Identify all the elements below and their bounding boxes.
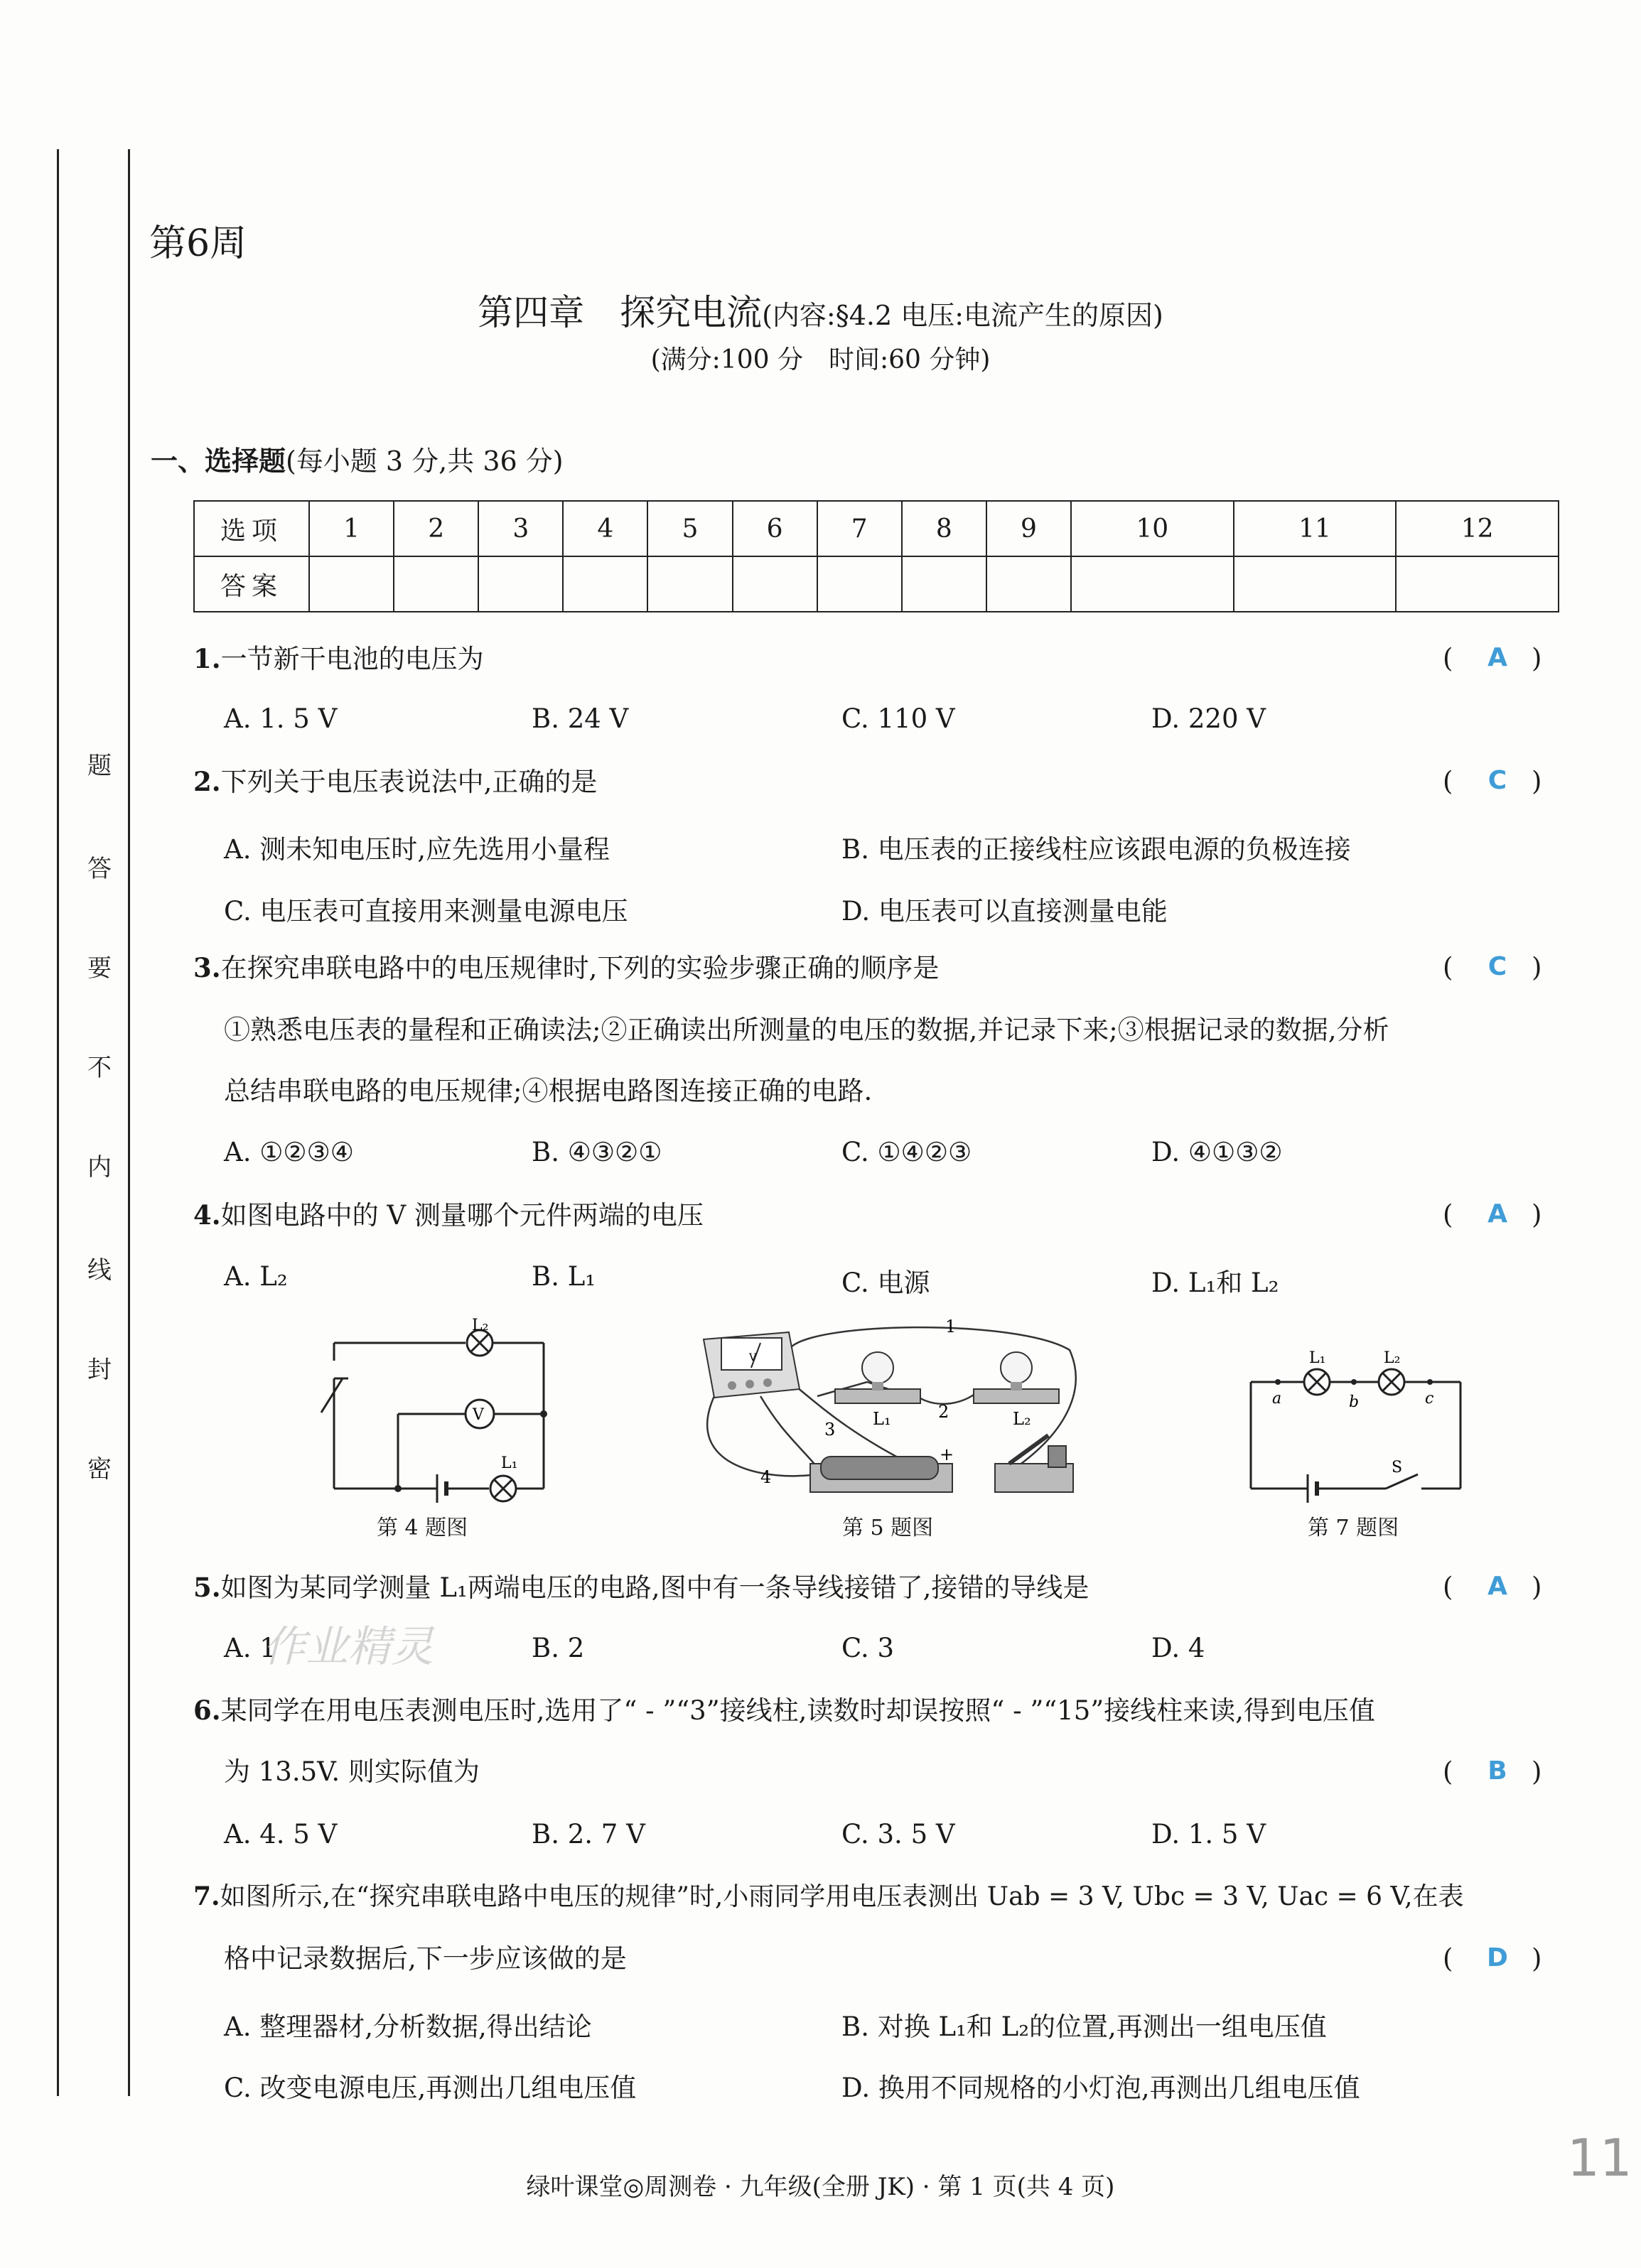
question-text: 如图所示,在“探究串联电路中电压的规律”时,小雨同学用电压表测出 Uab = 3 V, Ubc = 3 V, Uac = 6 V,在表: [220, 1882, 1464, 1911]
question-3: [193, 952, 939, 984]
figure-7-circuit: [1237, 1336, 1478, 1499]
fig7-label-l2: L₂: [1384, 1349, 1401, 1367]
option-c[interactable]: C. ①④②③: [841, 1137, 972, 1167]
fig4-label-l2: L₂: [472, 1317, 489, 1334]
answer-value: C: [1487, 952, 1507, 981]
option-d[interactable]: D. 4: [1151, 1633, 1205, 1663]
margin-char: 不: [87, 1054, 112, 1082]
table-row-label: 选项: [194, 501, 309, 556]
answer-cell[interactable]: [563, 556, 647, 612]
option-b[interactable]: B. 24 V: [532, 703, 629, 734]
table-cell: 1: [309, 501, 394, 556]
option-d[interactable]: D. ④①③②: [1151, 1137, 1283, 1167]
option-b[interactable]: B. 电压表的正接线柱应该跟电源的负极连接: [841, 834, 1351, 865]
margin-char: 密: [87, 1455, 112, 1484]
answer-cell[interactable]: [1071, 556, 1234, 612]
figure-4-caption: 第 4 题图: [377, 1516, 468, 1540]
answer-value: D: [1487, 1943, 1508, 1972]
answer-cell[interactable]: [647, 556, 732, 612]
option-a[interactable]: A. L₂: [224, 1261, 288, 1292]
watermark: 作业精灵: [263, 1622, 434, 1672]
fig5-label-v: V: [749, 1352, 757, 1364]
option-d[interactable]: D. 220 V: [1151, 703, 1266, 734]
week-label: 第6周: [149, 222, 247, 265]
voltmeter-icon: [704, 1332, 800, 1398]
answer-value: A: [1487, 1572, 1507, 1601]
question-text-line: 为 13.5V. 则实际值为: [224, 1756, 480, 1787]
option-d[interactable]: D. 1. 5 V: [1151, 1819, 1266, 1850]
junction-dot: [394, 1485, 402, 1492]
question-number: 5.: [193, 1572, 221, 1603]
answer-cell[interactable]: [817, 556, 902, 612]
table-row-label: 答案: [194, 556, 309, 612]
exam-subtitle: (满分:100 分 时间:60 分钟): [650, 345, 991, 374]
option-d[interactable]: D. 电压表可以直接测量电能: [841, 896, 1168, 927]
table-row: [194, 501, 1559, 556]
wire-4-top: [760, 1396, 817, 1467]
fig5-label-l2: L₂: [1013, 1409, 1031, 1429]
margin-line-outer: [57, 149, 59, 2096]
margin-char: 答: [87, 855, 112, 883]
option-b[interactable]: B. 2. 7 V: [532, 1819, 645, 1850]
page-footer: 绿叶课堂◎周测卷 · 九年级(全册 JK) · 第 1 页(共 4 页): [526, 2173, 1115, 2201]
option-c[interactable]: C. 改变电源电压,再测出几组电压值: [224, 2073, 637, 2103]
answer-value: A: [1487, 1199, 1507, 1228]
figure-4-circuit: [306, 1317, 561, 1506]
question-number: 2.: [193, 766, 221, 797]
question-text: 下列关于电压表说法中,正确的是: [220, 767, 598, 797]
chapter-title: [0, 284, 1641, 335]
table-cell: 2: [394, 501, 478, 556]
table-cell: 8: [902, 501, 986, 556]
question-text-line: ①熟悉电压表的量程和正确读法;②正确读出所测量的电压的数据,并记录下来;③根据记录的数据,分析: [224, 1015, 1389, 1045]
margin-char: 要: [87, 954, 112, 983]
answer-cell[interactable]: [309, 556, 394, 612]
answer-value: C: [1487, 766, 1507, 795]
bulb-icon: [974, 1352, 1059, 1403]
question-text: 在探究串联电路中的电压规律时,下列的实验步骤正确的顺序是: [220, 953, 940, 983]
fig4-label-v: V: [473, 1406, 484, 1424]
answer-value: B: [1487, 1756, 1507, 1786]
bulb-icon: [835, 1352, 920, 1403]
option-a[interactable]: A. 测未知电压时,应先选用小量程: [224, 834, 610, 865]
fig5-label-wire-3: 3: [824, 1420, 836, 1440]
fig5-label-l1: L₁: [873, 1409, 891, 1429]
option-b[interactable]: B. 对换 L₁和 L₂的位置,再测出一组电压值: [841, 2012, 1327, 2042]
question-text-line: 格中记录数据后,下一步应该做的是: [224, 1943, 627, 1974]
option-c[interactable]: C. 110 V: [841, 703, 955, 734]
fig4-label-l1: L₁: [501, 1454, 518, 1472]
margin-line-inner: [128, 149, 130, 2096]
chapter-title-main: 第四章 探究电流: [478, 292, 763, 333]
answer-cell[interactable]: [478, 556, 563, 612]
fig5-label-wire-4: 4: [760, 1467, 772, 1487]
fig7-label-a: a: [1272, 1390, 1282, 1408]
margin-char: 封: [87, 1356, 112, 1384]
option-d[interactable]: D. 换用不同规格的小灯泡,再测出几组电压值: [841, 2073, 1360, 2103]
fig5-label-plus: +: [940, 1444, 954, 1464]
option-a[interactable]: A. 1: [224, 1633, 276, 1663]
section-note: (每小题 3 分,共 36 分): [286, 446, 564, 477]
switch-icon: [995, 1435, 1073, 1492]
chapter-title-sub: (内容:§4.2 电压:电流产生的原因): [762, 300, 1163, 331]
option-b[interactable]: B. 2: [532, 1633, 585, 1663]
option-b[interactable]: B. L₁: [532, 1261, 596, 1292]
option-c[interactable]: C. 电压表可直接用来测量电源电压: [224, 896, 628, 927]
option-a[interactable]: A. 整理器材,分析数据,得出结论: [224, 2012, 592, 2042]
question-number: 1.: [193, 643, 221, 674]
figure-7-caption: 第 7 题图: [1308, 1516, 1399, 1540]
option-a[interactable]: A. 4. 5 V: [224, 1819, 338, 1850]
wire-4: [707, 1396, 817, 1476]
table-cell: 11: [1234, 501, 1397, 556]
question-number: 7.: [193, 1881, 220, 1911]
option-a[interactable]: A. 1. 5 V: [224, 703, 338, 734]
answer-table: [193, 500, 1559, 612]
margin-char: 内: [87, 1153, 112, 1182]
question-text: 如图电路中的 V 测量哪个元件两端的电压: [220, 1200, 704, 1231]
option-d[interactable]: D. L₁和 L₂: [1151, 1268, 1279, 1298]
table-cell: 12: [1396, 501, 1559, 556]
question-number: 4.: [193, 1199, 221, 1231]
answer-value: A: [1487, 643, 1507, 672]
answer-cell[interactable]: [902, 556, 986, 612]
table-cell: 7: [817, 501, 902, 556]
option-c[interactable]: C. 3. 5 V: [841, 1819, 955, 1850]
option-b[interactable]: B. ④③②①: [532, 1137, 662, 1167]
table-cell: 4: [563, 501, 647, 556]
question-number: 6.: [193, 1695, 221, 1726]
section-title: 一、选择题: [151, 445, 286, 477]
figure-5-circuit: [682, 1318, 1094, 1513]
answer-cell[interactable]: [733, 556, 817, 612]
question-text: 某同学在用电压表测电压时,选用了“ - ”“3”接线柱,读数时却误按照“ - ”“15”接线柱来读,得到电压值: [220, 1695, 1375, 1726]
question-2: [193, 766, 597, 798]
figure-5-caption: 第 5 题图: [842, 1516, 934, 1540]
page-number: 11: [1567, 2128, 1632, 2188]
answer-cell[interactable]: [394, 556, 478, 612]
option-c[interactable]: C. 电源: [841, 1268, 930, 1298]
table-cell: 5: [647, 501, 732, 556]
battery-icon: [810, 1457, 952, 1492]
junction-dot: [540, 1410, 547, 1418]
table-cell: 3: [478, 501, 563, 556]
question-text: 一节新干电池的电压为: [220, 644, 484, 674]
margin-char: 题: [87, 752, 112, 780]
question-number: 3.: [193, 952, 221, 983]
table-row: [194, 556, 1559, 612]
question-4: [193, 1199, 704, 1231]
answer-cell[interactable]: [1234, 556, 1397, 612]
table-cell: 9: [986, 501, 1071, 556]
fig7-label-c: c: [1425, 1390, 1434, 1408]
question-text-line: 总结串联电路的电压规律;④根据电路图连接正确的电路.: [224, 1076, 873, 1106]
fig5-label-wire-1: 1: [945, 1317, 957, 1336]
option-c[interactable]: C. 3: [841, 1633, 895, 1663]
question-text: 如图为某同学测量 L₁两端电压的电路,图中有一条导线接错了,接错的导线是: [220, 1572, 1089, 1603]
option-a[interactable]: A. ①②③④: [224, 1137, 354, 1167]
answer-cell[interactable]: [1396, 556, 1559, 612]
question-7: [193, 1881, 1464, 1912]
fig7-label-s: S: [1392, 1459, 1403, 1476]
answer-cell[interactable]: [986, 556, 1071, 612]
table-cell: 10: [1071, 501, 1234, 556]
question-1: [193, 643, 484, 675]
table-cell: 6: [733, 501, 817, 556]
fig7-label-l1: L₁: [1309, 1349, 1326, 1367]
section-heading: [151, 439, 564, 478]
fig7-label-b: b: [1349, 1393, 1360, 1411]
question-6: [193, 1695, 1375, 1727]
fig5-label-wire-2: 2: [938, 1402, 949, 1422]
question-5: [193, 1572, 1089, 1604]
margin-char: 线: [87, 1256, 112, 1285]
